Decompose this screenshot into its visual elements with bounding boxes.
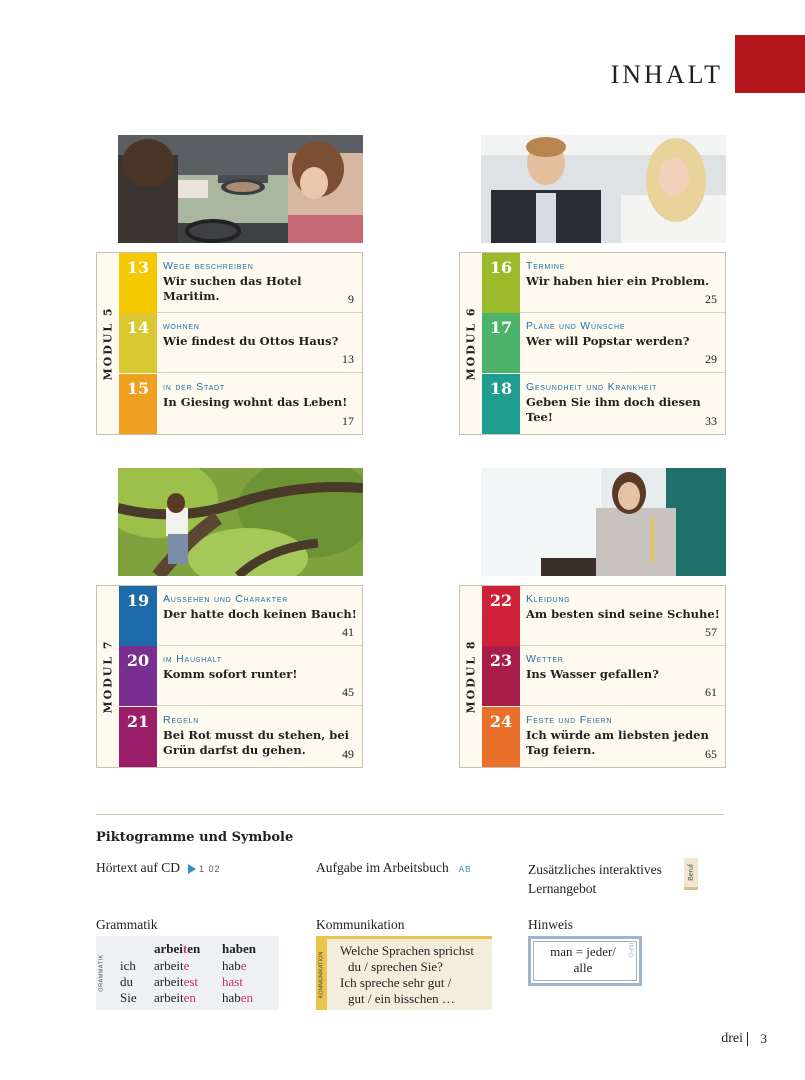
legend-zusatz: Zusätzliches interaktives Lernangebot (528, 862, 662, 896)
lesson-number: 20 (119, 646, 157, 706)
lesson-24[interactable] (482, 707, 725, 767)
module-label: MODUL 7 (101, 639, 115, 714)
grammatik-heading: Grammatik (96, 917, 158, 932)
kommunikation-line: Ich spreche sehr gut / (340, 975, 452, 990)
lesson-21[interactable] (119, 707, 362, 767)
lesson-title: Bei Rot musst du stehen, bei Grün darfst du gehen. (163, 728, 350, 757)
lesson-title: Wer will Popstar werden? (526, 334, 690, 348)
module-label: MODUL 5 (101, 306, 115, 381)
lesson-number: 24 (482, 707, 520, 767)
lesson-page: 13 (342, 352, 354, 366)
lesson-topic: Wege beschreiben (163, 260, 254, 272)
grammar-pronoun: ich (120, 958, 136, 973)
module-6-photo (481, 135, 726, 243)
lesson-number: 13 (119, 253, 157, 313)
hinweis-text: man = jeder/ alle (550, 944, 616, 975)
lesson-topic: Pläne und Wünsche (526, 320, 626, 332)
lesson-16[interactable] (482, 253, 725, 313)
lesson-19[interactable] (119, 586, 362, 646)
lesson-title: Wir haben hier ein Problem. (526, 274, 710, 288)
lesson-number: 23 (482, 646, 520, 706)
section-divider (96, 814, 724, 815)
grammar-box (96, 936, 279, 1010)
module-6-lessons (459, 252, 726, 435)
lesson-14[interactable] (119, 313, 362, 373)
lesson-topic: Regeln (163, 714, 200, 726)
lesson-page: 29 (705, 352, 717, 366)
module-5-lessons (96, 252, 363, 435)
page-title: INHALT (610, 60, 723, 89)
lesson-20[interactable] (119, 646, 362, 706)
grammar-pronoun: Sie (120, 990, 137, 1005)
kommunikation-side-label: KOMMUNIKATION (316, 939, 327, 1010)
lesson-18[interactable] (482, 374, 725, 434)
lesson-page: 33 (705, 414, 717, 428)
module-7-photo (118, 468, 363, 576)
lesson-title: Am besten sind seine Schuhe! (526, 607, 720, 621)
lesson-number: 21 (119, 707, 157, 767)
lesson-number: 15 (119, 374, 157, 434)
lesson-page: 41 (342, 625, 354, 639)
legend-aufgabe: Aufgabe im Arbeitsbuch AB (316, 860, 472, 875)
lesson-title: In Giesing wohnt das Leben! (163, 395, 348, 409)
legend-hoertext: Hörtext auf CD 1 02 (96, 860, 221, 875)
lesson-topic: in der Stadt (163, 381, 225, 393)
lesson-title: Wir suchen das Hotel Maritim. (163, 274, 302, 303)
lesson-topic: Gesundheit und Krankheit (526, 381, 658, 393)
lesson-title: Der hatte doch keinen Bauch! (163, 607, 357, 621)
grammar-form: haben (222, 990, 254, 1005)
grammar-form: hast (222, 974, 243, 989)
lesson-23[interactable] (482, 646, 725, 706)
lesson-title: Wie findest du Ottos Haus? (163, 334, 339, 348)
lesson-page: 49 (342, 747, 354, 761)
footer-page-word: drei (721, 1031, 743, 1046)
module-label: MODUL 6 (464, 306, 478, 381)
lesson-page: 45 (342, 685, 354, 699)
grammar-form: arbeitest (154, 974, 199, 989)
lesson-topic: wohnen (163, 320, 200, 332)
lesson-topic: Termine (526, 260, 566, 272)
lesson-13[interactable] (119, 253, 362, 313)
module-8-photo (481, 468, 726, 576)
kommunikation-line: gut / ein bisschen … (348, 991, 455, 1006)
kommunikation-line: du / sprechen Sie? (348, 959, 443, 974)
lesson-topic: Wetter (526, 653, 564, 665)
kommunikation-heading: Kommunikation (316, 917, 405, 932)
lesson-title: Geben Sie ihm doch diesen Tee! (526, 395, 701, 424)
lesson-page: 9 (348, 292, 354, 306)
hinweis-box (528, 936, 642, 986)
lesson-page: 25 (705, 292, 717, 306)
lesson-number: 18 (482, 374, 520, 434)
lesson-page: 17 (342, 414, 354, 428)
grammar-form: arbeite (154, 958, 190, 973)
lesson-topic: Kleidung (526, 593, 571, 605)
lesson-number: 22 (482, 586, 520, 646)
lesson-page: 61 (705, 685, 717, 699)
kommunikation-line: Welche Sprachen sprichst (340, 943, 474, 958)
beruf-icon: Beruf (684, 858, 698, 890)
lesson-number: 16 (482, 253, 520, 313)
cd-track: 1 02 (198, 864, 221, 874)
module-8-lessons (459, 585, 726, 768)
info-icon: INFO (626, 942, 633, 958)
lesson-17[interactable] (482, 313, 725, 373)
lesson-title: Ich würde am liebsten jeden Tag feiern. (526, 728, 709, 757)
grammar-header-verb1: arbeiten (154, 941, 201, 956)
lesson-title: Ins Wasser gefallen? (526, 667, 659, 681)
lesson-number: 17 (482, 313, 520, 373)
grammar-pronoun: du (120, 974, 133, 989)
ab-icon: AB (458, 865, 472, 874)
lesson-title: Komm sofort runter! (163, 667, 298, 681)
module-5-photo (118, 135, 363, 243)
legend-title: Piktogramme und Symbole (96, 830, 294, 845)
grammar-side-label: GRAMMATIK (99, 954, 105, 992)
footer-page-number: 3 (760, 1031, 767, 1046)
header-accent-bar (735, 35, 805, 93)
grammar-header-verb2: haben (222, 941, 256, 956)
footer-separator (747, 1032, 748, 1046)
lesson-number: 19 (119, 586, 157, 646)
lesson-15[interactable] (119, 374, 362, 434)
grammar-form: arbeiten (154, 990, 196, 1005)
play-icon (188, 864, 196, 874)
grammar-form: habe (222, 958, 247, 973)
lesson-page: 57 (705, 625, 717, 639)
lesson-page: 65 (705, 747, 717, 761)
hinweis-heading: Hinweis (528, 917, 573, 932)
lesson-topic: Feste und Feiern (526, 714, 613, 726)
lesson-topic: Aussehen und Charakter (163, 593, 289, 605)
lesson-topic: im Haushalt (163, 653, 222, 665)
module-7-lessons (96, 585, 363, 768)
module-label: MODUL 8 (464, 639, 478, 714)
lesson-number: 14 (119, 313, 157, 373)
kommunikation-box (316, 936, 492, 1010)
lesson-22[interactable] (482, 586, 725, 646)
